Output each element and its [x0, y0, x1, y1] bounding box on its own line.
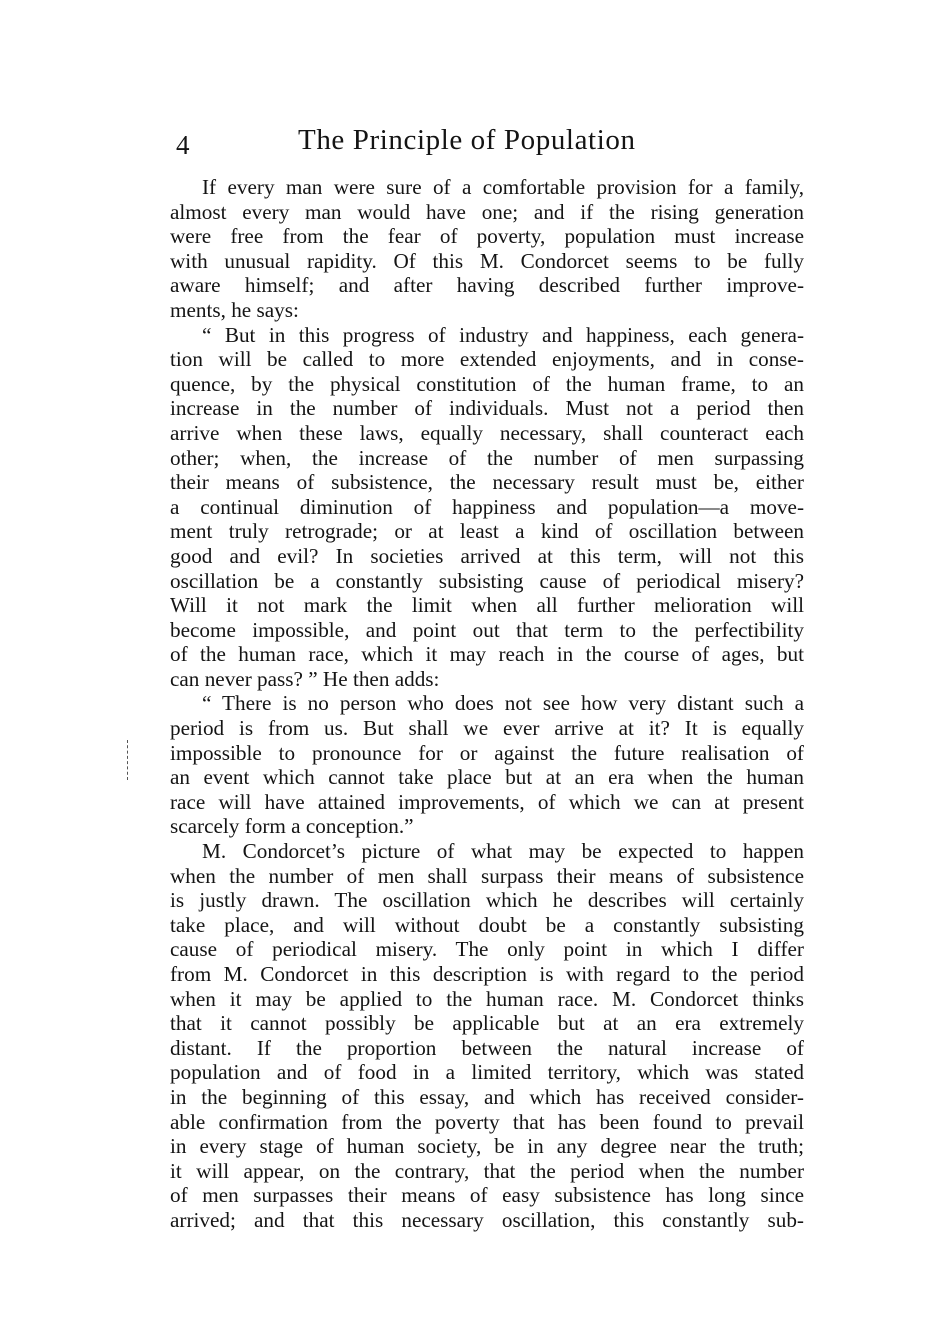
text-line: their means of subsistence, the necessary result must be, either	[170, 470, 804, 495]
text-line: race will have attained improvements, of which we can at present	[170, 789, 804, 814]
text-line: impossible to pronounce for or against the future realisation of	[170, 740, 804, 765]
text-line: from M. Condorcet in this description is with regard to the period	[170, 962, 804, 986]
text-line: cause of periodical misery. The only point in which I differ	[170, 937, 804, 962]
text-line: of men surpasses their means of easy subsistence has long since	[170, 1183, 804, 1208]
body-text	[170, 175, 804, 1233]
text-line: distant. If the proportion between the natural increase of	[170, 1035, 804, 1060]
text-line: aware himself; and after having described further improve-	[170, 273, 804, 298]
text-line: arrived; and that this necessary oscillation, this constantly sub-	[170, 1207, 804, 1232]
text-line: when the number of men shall surpass their means of subsistence	[170, 863, 804, 888]
text-line: were free from the fear of poverty, population must increase	[170, 224, 804, 249]
text-line: If every man were sure of a comfortable provision for a family,	[202, 175, 804, 199]
text-line: when it may be applied to the human race. M. Condorcet thinks	[170, 986, 804, 1011]
text-line: “ But in this progress of industry and happiness, each genera-	[202, 322, 804, 347]
text-line: scarcely form a conception.”	[170, 814, 414, 839]
text-line: Will it not mark the limit when all further melioration will	[170, 593, 804, 618]
text-line: is justly drawn. The oscillation which he describes will certainly	[170, 888, 804, 913]
text-line: a continual diminution of happiness and population—a move-	[170, 494, 804, 519]
text-line: able confirmation from the poverty that has been found to prevail	[170, 1109, 804, 1134]
text-line: oscillation be a constantly subsisting cause of periodical misery?	[170, 568, 804, 593]
text-line: almost every man would have one; and if the rising generation	[170, 199, 804, 224]
text-line: arrive when these laws, equally necessary, shall counteract each	[170, 420, 804, 445]
text-line: take place, and will without doubt be a constantly subsisting	[170, 912, 804, 937]
text-line: increase in the number of individuals. Must not a period then	[170, 396, 804, 421]
text-line: “ There is no person who does not see how very distant such a	[202, 691, 804, 716]
text-line: good and evil? In societies arrived at this term, will not this	[170, 543, 804, 568]
text-line: of the human race, which it may reach in the course of ages, but	[170, 642, 804, 667]
page-header	[168, 124, 808, 164]
text-line: M. Condorcet’s picture of what may be expected to happen	[202, 839, 804, 864]
text-line: that it cannot possibly be applicable but at an era extremely	[170, 1011, 804, 1036]
text-line: become impossible, and point out that term to the perfectibility	[170, 617, 804, 642]
text-line: other; when, the increase of the number of men surpassing	[170, 445, 804, 470]
text-line: tion will be called to more extended enjoyments, and in conse-	[170, 347, 804, 372]
text-line: in the beginning of this essay, and which has received consider-	[170, 1084, 804, 1109]
running-title: The Principle of Population	[298, 124, 636, 156]
text-line: in every stage of human society, be in any degree near the truth;	[170, 1134, 804, 1159]
text-line: it will appear, on the contrary, that the period when the number	[170, 1158, 804, 1183]
text-line: ments, he says:	[170, 297, 299, 322]
text-line: can never pass? ” He then adds:	[170, 666, 440, 691]
page-number: 4	[176, 130, 190, 160]
text-line: period is from us. But shall we ever arrive at it? It is equally	[170, 716, 804, 741]
text-line: quence, by the physical constitution of the human frame, to an	[170, 371, 804, 396]
margin-mark	[127, 740, 130, 780]
text-line: an event which cannot take place but at an era when the human	[170, 765, 804, 790]
text-line: ment truly retrograde; or at least a kind of oscillation between	[170, 519, 804, 544]
text-line: with unusual rapidity. Of this M. Condorcet seems to be fully	[170, 248, 804, 273]
text-line: population and of food in a limited territory, which was stated	[170, 1060, 804, 1085]
